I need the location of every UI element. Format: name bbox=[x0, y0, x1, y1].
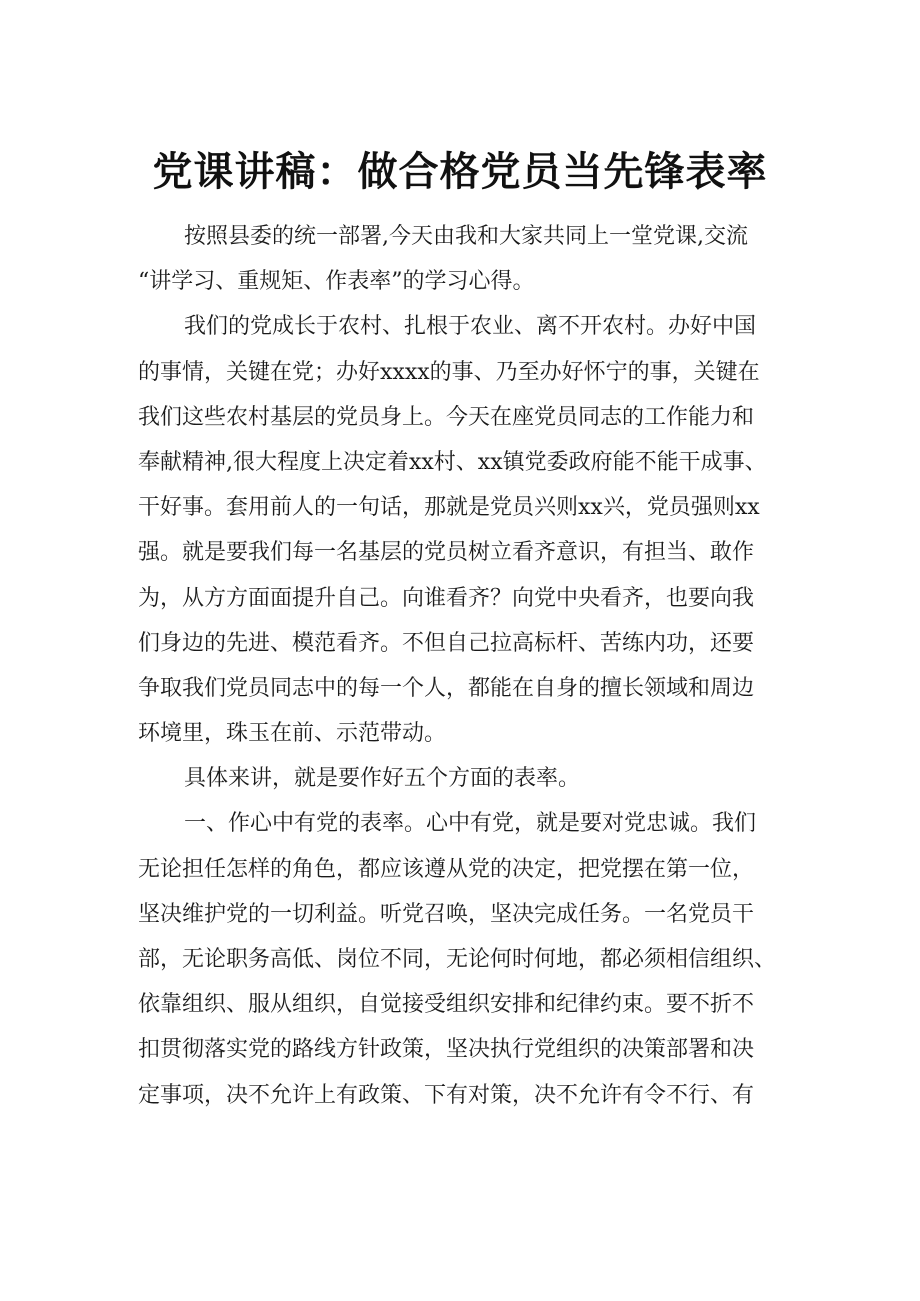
text-line: 无论担任怎样的角色，都应该遵从党的决定，把党摆在第一位， bbox=[138, 856, 755, 882]
document-body bbox=[138, 214, 798, 1118]
text-line: 一、作心中有党的表率。心中有党，就是要对党忠诚。我们 bbox=[184, 811, 757, 837]
text-line: 环境里，珠玉在前、示范带动。 bbox=[138, 721, 447, 747]
text-line: 我们这些农村基层的党员身上。今天在座党员同志的工作能力和 bbox=[138, 404, 755, 430]
text-line: 干好事。套用前人的一句话，那就是党员兴则xx兴，党员强则xx bbox=[138, 495, 760, 521]
text-line: 们身边的先进、模范看齐。不但自己拉高标杆、苦练内功，还要 bbox=[138, 630, 755, 656]
text-line: 按照县委的统一部署,今天由我和大家共同上一堂党课,交流 bbox=[184, 224, 748, 249]
text-line: 具体来讲，就是要作好五个方面的表率。 bbox=[184, 766, 581, 792]
text-line: 强。就是要我们每一名基层的党员树立看齐意识，有担当、敢作 bbox=[138, 540, 755, 566]
text-line: “讲学习、重规矩、作表率”的学习心得。 bbox=[138, 269, 535, 295]
document-title: 党课讲稿：做合格党员当先锋表率 bbox=[152, 149, 768, 195]
text-line: 为，从方方面面提升自己。向谁看齐？向党中央看齐，也要向我 bbox=[138, 585, 755, 611]
text-line: 定事项，决不允许上有政策、下有对策，决不允许有令不行、有 bbox=[138, 1082, 755, 1108]
text-line: 部，无论职务高低、岗位不同，无论何时何地，都必须相信组织、 bbox=[138, 947, 777, 972]
text-line: 奉献精神,很大程度上决定着xx村、xx镇党委政府能不能干成事、 bbox=[138, 449, 767, 475]
text-line: 依靠组织、服从组织，自觉接受组织安排和纪律约束。要不折不 bbox=[138, 992, 755, 1018]
text-line: 坚决维护党的一切利益。听党召唤，坚决完成任务。一名党员干 bbox=[138, 901, 755, 927]
text-line: 争取我们党员同志中的每一个人，都能在自身的擅长领域和周边 bbox=[138, 675, 755, 701]
text-line: 的事情，关键在党；办好xxxx的事、乃至办好怀宁的事，关键在 bbox=[138, 359, 760, 385]
text-line: 扣贯彻落实党的路线方针政策，坚决执行党组织的决策部署和决 bbox=[138, 1037, 755, 1063]
text-line: 我们的党成长于农村、扎根于农业、离不开农村。办好中国 bbox=[184, 314, 757, 340]
